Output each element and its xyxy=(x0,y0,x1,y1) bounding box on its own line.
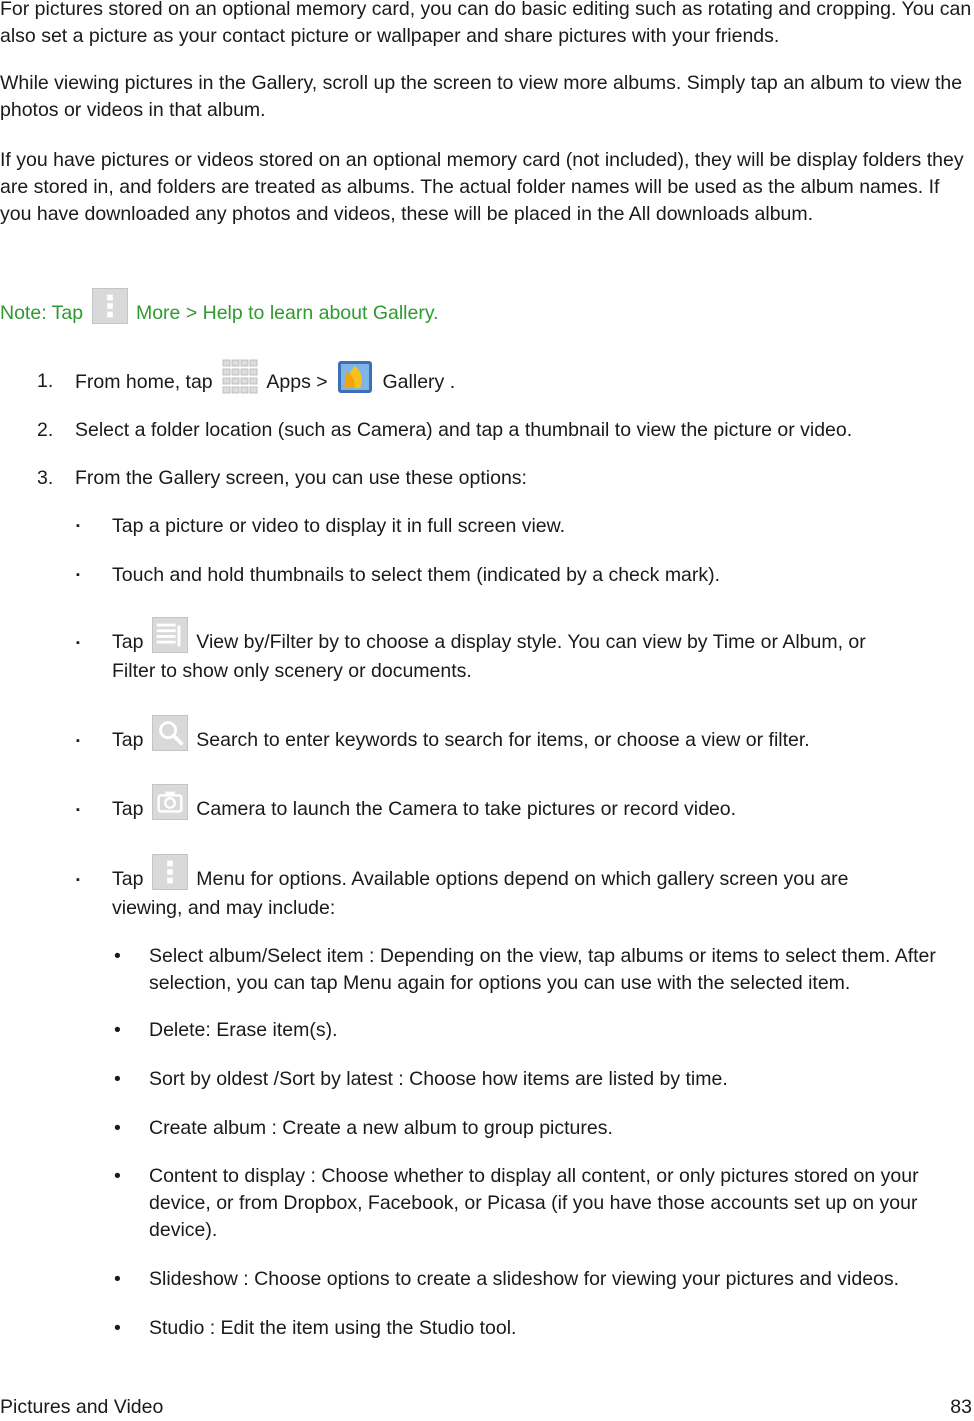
dot-bullet: • xyxy=(114,1019,121,1041)
footer-section-title: Pictures and Video xyxy=(0,1396,164,1418)
subitem-content-to-display: Content to display : Choose whether to display all content, or only pictures stored on your device, or from Dropbox, Facebook, or Picasa (if you have those accounts set up on your device). xyxy=(149,1165,919,1241)
bullet-3-text: View by/Filter by to choose a display style. You can view by Time or Album, or xyxy=(196,631,866,653)
dot-bullet: • xyxy=(114,1268,121,1290)
bullet-5 xyxy=(112,789,736,829)
bullet-3-line-2: Filter to show only scenery or documents. xyxy=(112,660,472,682)
dot-bullet: • xyxy=(114,945,121,967)
page-number: 83 xyxy=(950,1396,972,1418)
bullet-1-text: Tap a picture or video to display it in full screen view. xyxy=(112,515,566,537)
apps-grid-icon xyxy=(221,358,259,396)
square-bullet: ▪ xyxy=(76,735,80,747)
square-bullet: ▪ xyxy=(76,569,80,581)
bullet-4 xyxy=(112,720,810,760)
camera-icon xyxy=(152,784,188,820)
bullet-3-tap: Tap xyxy=(112,631,144,653)
step-2-number: 2. xyxy=(37,419,54,441)
step-3-text: From the Gallery screen, you can use these options: xyxy=(75,467,527,489)
bullet-4-tap: Tap xyxy=(112,729,144,751)
bullet-3 xyxy=(112,622,866,662)
dot-bullet: • xyxy=(114,1117,121,1139)
bullet-6 xyxy=(112,859,849,899)
step-3-number: 3. xyxy=(37,467,54,489)
intro-paragraph-2: While viewing pictures in the Gallery, scroll up the screen to view more albums. Simply tap an album to view the photos or videos in that album. xyxy=(0,72,963,121)
gallery-icon xyxy=(336,358,374,396)
bullet-6-text: Menu for options. Available options depend on which gallery screen you are xyxy=(196,868,849,890)
square-bullet: ▪ xyxy=(76,874,80,886)
bullet-4-text: Search to enter keywords to search for items, or choose a view or filter. xyxy=(196,729,810,751)
step-1-number: 1. xyxy=(37,370,54,392)
subitem-sort: Sort by oldest /Sort by latest : Choose how items are listed by time. xyxy=(149,1068,728,1090)
step-1-text-b: Apps > xyxy=(266,371,328,394)
subitem-delete: Delete: Erase item(s). xyxy=(149,1019,338,1041)
search-icon xyxy=(152,715,188,751)
dot-bullet: • xyxy=(114,1165,121,1187)
menu-icon xyxy=(152,854,188,890)
bullet-5-text: Camera to launch the Camera to take pictures or record video. xyxy=(196,798,737,820)
square-bullet: ▪ xyxy=(76,637,80,649)
step-2-text: Select a folder location (such as Camera) and tap a thumbnail to view the picture or video. xyxy=(75,419,853,441)
square-bullet: ▪ xyxy=(76,520,80,532)
bullet-5-tap: Tap xyxy=(112,798,144,820)
dot-bullet: • xyxy=(114,1317,121,1339)
step-1-text-c: Gallery . xyxy=(382,371,456,394)
intro-paragraph-3: If you have pictures or videos stored on an optional memory card (not included), they will be display folders they are stored in, and folders are treated as albums. The actual folder names will be used as the album names. If you have downloaded any photos and videos, these will be placed in the All downloads album. xyxy=(0,149,964,225)
subitem-slideshow: Slideshow : Choose options to create a slideshow for viewing your pictures and videos. xyxy=(149,1268,900,1290)
intro-paragraph-1: For pictures stored on an optional memory card, you can do basic editing such as rotating and cropping. You can also set a picture as your contact picture or wallpaper and share pictures with your friends. xyxy=(0,0,972,47)
note-line xyxy=(0,295,439,332)
more-icon xyxy=(92,288,128,324)
view-filter-icon xyxy=(152,617,188,653)
bullet-2-text: Touch and hold thumbnails to select them (indicated by a check mark). xyxy=(112,564,721,586)
square-bullet: ▪ xyxy=(76,804,80,816)
bullet-6-line-2: viewing, and may include: xyxy=(112,897,336,919)
dot-bullet: • xyxy=(114,1068,121,1090)
subitem-select: Select album/Select item : Depending on the view, tap albums or items to select them. After selection, you can tap Menu again for options you can use with the selected item. xyxy=(149,945,936,994)
subitem-studio: Studio : Edit the item using the Studio tool. xyxy=(149,1317,517,1339)
subitem-create-album: Create album : Create a new album to group pictures. xyxy=(149,1117,613,1139)
step-1-text-a: From home, tap xyxy=(75,371,213,394)
step-1 xyxy=(75,364,455,402)
note-prefix: Note: Tap xyxy=(0,302,84,324)
bullet-6-tap: Tap xyxy=(112,868,144,890)
note-suffix: More > Help to learn about Gallery. xyxy=(135,302,439,324)
